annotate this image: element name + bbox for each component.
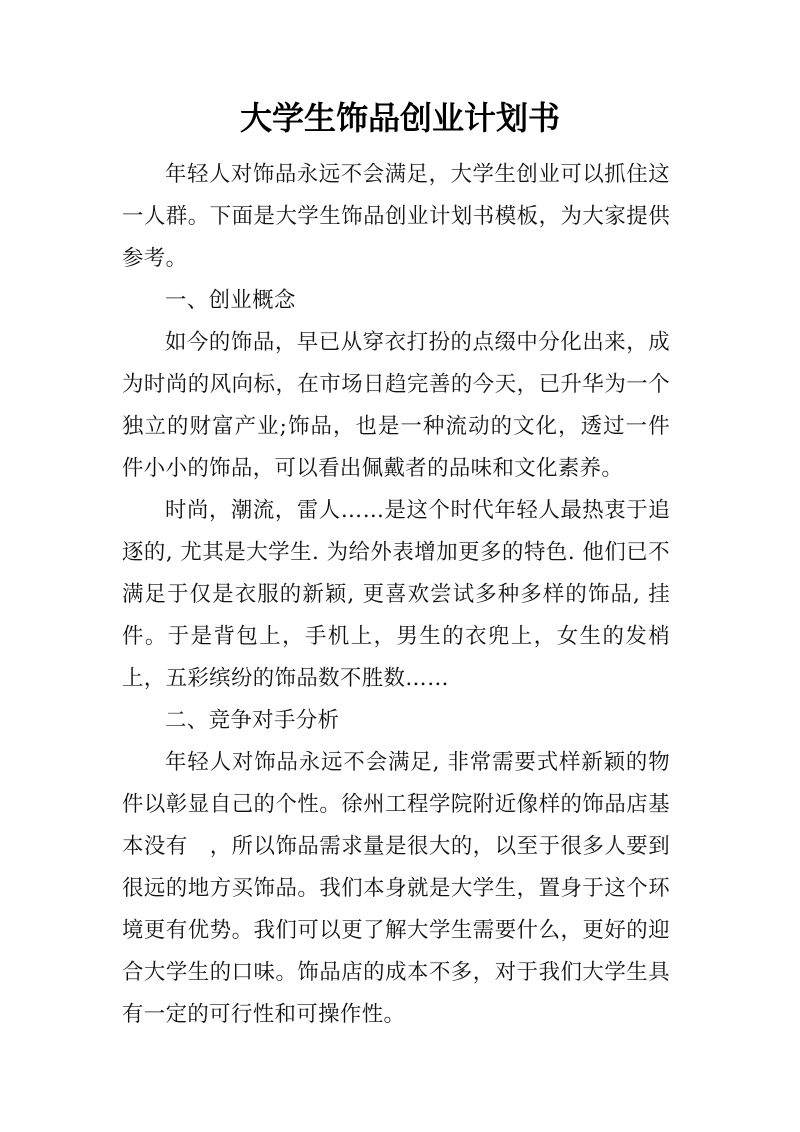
section-heading-competitor-analysis: 二、竞争对手分析 <box>165 708 340 733</box>
intro-paragraph: 年轻人对饰品永远不会满足，大学生创业可以抓住这一人群。下面是大学生饰品创业计划书模板，为大家提供参考。 <box>122 162 670 271</box>
business-concept-paragraph-1: 如今的饰品，早已从穿衣打扮的点缀中分化出来，成为时尚的风向标，在市场日趋完善的今天，已升华为一个独立的财富产业;饰品，也是一种流动的文化，透过一件件小小的饰品，可以看出佩戴者的品味和文化素养。 <box>122 330 670 481</box>
section-heading-business-concept: 一、创业概念 <box>165 288 296 313</box>
competitor-analysis-paragraph: 年轻人对饰品永远不会满足, 非常需要式样新颖的物件以彰显自己的个性。徐州工程学院附近像样的饰品店基本没有 ，所以饰品需求量是很大的，以至于很多人要到很远的地方买饰品。我们本身就是大学生，置身于这个环境更有优势。我们可以更了解大学生需要什么，更好的迎合大学生的口味。饰品店的成本不多，对于我们大学生具有一定的可行性和可操作性。 <box>122 750 670 1027</box>
document-title: 大学生饰品创业计划书 <box>239 99 560 137</box>
document-body <box>122 154 670 1036</box>
business-concept-paragraph-2: 时尚，潮流，雷人……是这个时代年轻人最热衷于追逐的, 尤其是大学生. 为给外表增加更多的特色. 他们已不满足于仅是衣服的新颖, 更喜欢尝试多种多样的饰品, 挂件。于是背包上，手机上，男生的衣兜上，女生的发梢上，五彩缤纷的饰品数不胜数…… <box>122 498 670 691</box>
